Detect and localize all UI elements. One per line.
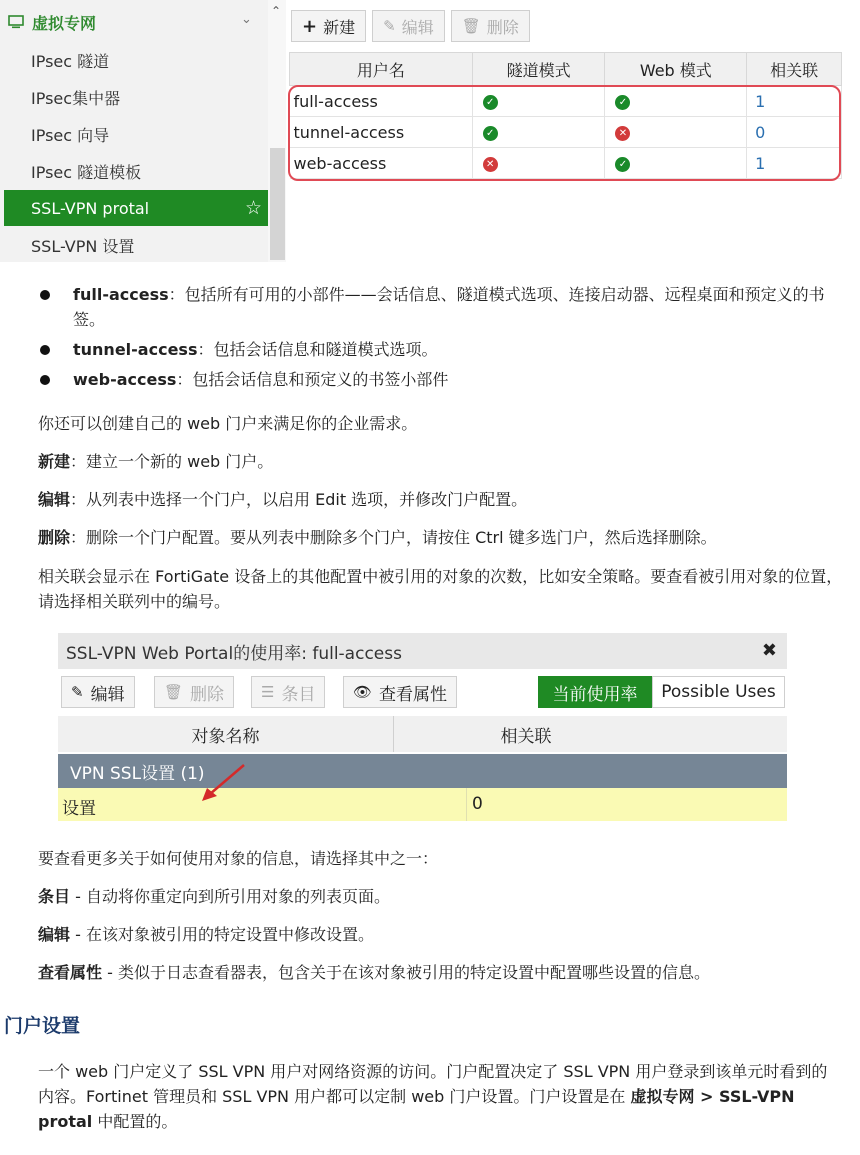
sidebar [0,0,268,262]
dialog-title-bar [58,633,787,669]
sidebar-scrollbar[interactable] [268,0,286,262]
trash-icon: 🗑 [461,17,481,35]
new-button[interactable] [291,10,366,42]
paragraph-more-info: 要查看更多关于如何使用对象的信息，请选择其中之一： [38,849,439,868]
sidebar-section-vpn[interactable] [0,4,268,40]
sidebar-item-label: IPsec 隧道模板 [31,162,142,182]
paragraph-reference: 相关联会显示在 FortiGate 设备上的其他配置中被引用的对象的次数，比如安全策略。要查看被引用对象的位置，请选择相关联列中的编号。 [38,567,843,611]
cell-name: tunnel-access [290,117,473,148]
term: 编辑 [38,490,71,509]
table-header-row [290,53,842,86]
text: 一个 web 门户定义了 SSL VPN 用户对网络资源的访问。门户配置决定了 SSL VPN 用户登录到该单元时看到的内容。Fortinet 管理员和 SSL VPN 用户都可以定制 web 门户设置。门户设置是在 [38,1062,828,1106]
list-item [38,282,843,332]
list-item [38,337,843,362]
sidebar-item-ssl-vpn-settings[interactable] [0,227,268,263]
edit-label: 编辑 [90,684,125,705]
text: ：删除一个门户配置。要从列表中删除多个门户，请按住 Ctrl 键多选门户，然后选择删除。 [70,528,717,547]
cell-ref-link[interactable]: 0 [747,117,842,148]
highlight-box [288,85,841,181]
usage-dialog [58,633,787,821]
term: 删除 [38,528,71,547]
view-properties-button[interactable] [343,676,457,708]
sidebar-item-label: IPsec 向导 [31,125,110,145]
cross-icon: ✕ [483,157,498,172]
sidebar-item-ipsec-wizard[interactable] [0,116,268,152]
term: 查看属性 [38,963,103,982]
new-button-label: 新建 [323,17,356,37]
bullet-term: tunnel-access [73,340,198,359]
cell-name: 设置 [62,799,96,819]
text: 中配置的。 [92,1112,178,1131]
cell-ref-link[interactable]: 1 [747,148,842,179]
check-icon: ✓ [483,126,498,141]
list-item [38,367,843,392]
menu-path: 虚拟专网 > SSL-VPN protal [38,1087,795,1131]
col-object-name[interactable]: 对象名称 [58,716,394,752]
sidebar-item-label: SSL-VPN protal [31,198,150,218]
paragraph-custom: 你还可以创建自己的 web 门户来满足你的企业需求。 [38,414,418,433]
check-icon: ✓ [615,157,630,172]
pencil-icon: ✎ [71,683,84,701]
text: - 类似于日志查看器表，包含关于在该对象被引用的特定设置中配置哪些设置的信息。 [102,963,710,982]
eye-icon: 👁 [353,683,373,701]
cell-name: web-access [290,148,473,179]
term: 编辑 [38,925,71,944]
col-web-mode[interactable]: Web 模式 [605,53,747,86]
close-icon[interactable]: ✖ [761,640,777,661]
col-username[interactable]: 用户名 [290,53,473,86]
red-arrow-icon [198,762,248,804]
monitor-icon [6,12,26,32]
check-icon: ✓ [615,95,630,110]
pencil-icon: ✎ [383,17,396,35]
paragraph-entry [38,884,843,909]
bullet-text: ：包括会话信息和预定义的书签小部件 [176,370,449,389]
plus-icon: + [302,15,318,37]
scrollbar-thumb[interactable] [270,148,285,260]
table-row[interactable] [58,788,787,821]
entry-label: 条目 [281,684,316,705]
sidebar-section-title: 虚拟专网 [32,13,97,33]
delete-button-label: 删除 [486,17,519,37]
cell-ref: 0 [472,794,483,814]
dialog-title: SSL-VPN Web Portal的使用率: full-access [66,643,402,664]
dialog-toolbar [58,675,787,711]
col-ref[interactable]: 相关联 [500,726,552,747]
dialog-table-header [58,716,787,752]
check-icon: ✓ [483,95,498,110]
view-props-label: 查看属性 [379,684,448,705]
delete-button[interactable] [154,676,234,708]
portal-bullet-list [38,282,843,397]
toolbar [291,10,530,45]
col-tunnel-mode[interactable]: 隧道模式 [472,53,605,86]
sidebar-item-label: IPsec 隧道 [31,51,110,71]
delete-button[interactable] [451,10,530,42]
paragraph-edit-more [38,922,843,947]
sidebar-item-ipsec-tunnel[interactable] [0,42,268,78]
text: - 在该对象被引用的特定设置中修改设置。 [70,925,374,944]
group-row[interactable]: VPN SSL设置 (1) [58,754,787,788]
paragraph-delete [38,525,843,550]
edit-button-label: 编辑 [401,17,434,37]
sidebar-item-ipsec-concentrator[interactable] [0,79,268,115]
trash-icon: 🗑 [164,683,184,701]
edit-button[interactable] [61,676,135,708]
chevron-down-icon[interactable]: ⌄ [241,12,252,27]
cross-icon: ✕ [615,126,630,141]
sidebar-item-label: IPsec集中器 [31,88,121,108]
bullet-term: web-access [73,370,177,389]
sidebar-item-ssl-vpn-portal[interactable] [4,190,268,226]
list-icon: ☰ [261,683,275,701]
scroll-up-icon[interactable]: ⌃ [271,4,282,18]
bullet-text: ：包括所有可用的小部件——会话信息、隧道模式选项、连接启动器、远程桌面和预定义的书签。 [73,285,825,329]
cell-ref-link[interactable]: 1 [747,86,842,117]
col-ref[interactable]: 相关联 [747,53,842,86]
column-divider [466,788,467,821]
term: 新建 [38,452,71,471]
text: ：建立一个新的 web 门户。 [70,452,274,471]
sidebar-item-ipsec-template[interactable] [0,153,268,189]
sidebar-item-label: SSL-VPN 设置 [31,236,135,256]
bullet-term: full-access [73,285,169,304]
paragraph-edit [38,487,843,512]
bullet-text: ：包括会话信息和隧道模式选项。 [197,340,438,359]
current-usage-tab[interactable]: 当前使用率 [538,676,652,708]
text: - 自动将你重定向到所引用对象的列表页面。 [70,887,390,906]
text: ：从列表中选择一个门户，以启用 Edit 选项，并修改门户配置。 [70,490,528,509]
entry-button[interactable] [251,676,325,708]
edit-button[interactable] [372,10,445,42]
delete-label: 删除 [190,684,225,705]
star-icon[interactable]: ☆ [244,197,262,219]
term: 条目 [38,887,71,906]
paragraph-portal-settings [38,1059,843,1134]
paragraph-view-props [38,960,843,985]
possible-uses-tab[interactable]: Possible Uses [652,676,785,708]
paragraph-new [38,449,843,474]
cell-name: full-access [290,86,473,117]
section-heading: 门户设置 [4,1015,81,1037]
